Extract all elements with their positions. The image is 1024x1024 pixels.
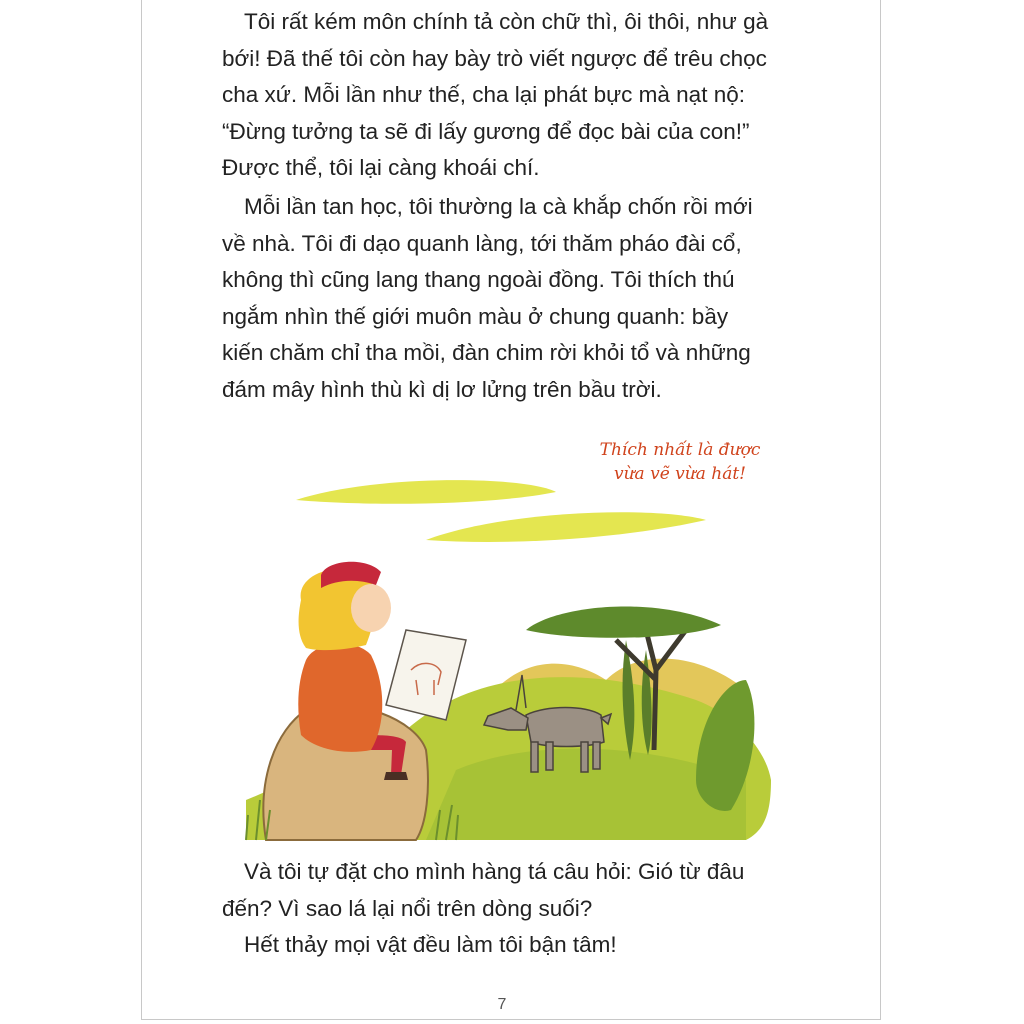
illustration-caption: [560, 438, 800, 486]
child-shirt: [298, 644, 382, 752]
paragraph-2: [222, 189, 822, 408]
text-line: Được thể, tôi lại càng khoái chí.: [222, 155, 540, 180]
text-line: đến? Vì sao lá lại nổi trên dòng suối?: [222, 895, 593, 921]
text-line: về nhà. Tôi đi dạo quanh làng, tới thăm pháo đài cổ,: [222, 230, 742, 256]
text-line: không thì cũng lang thang ngoài đồng. Tôi thích thú: [222, 267, 735, 292]
text-line: Mỗi lần tan học, tôi thường la cà khắp chốn rồi mới: [244, 194, 753, 219]
child-face: [351, 584, 391, 632]
child-shoe: [384, 772, 408, 780]
paragraph-1: [222, 4, 822, 187]
text-line: Hết thảy mọi vật đều làm tôi bận tâm!: [244, 932, 617, 957]
text-line: bới! Đã thế tôi còn hay bày trò viết ngược để trêu chọc: [222, 45, 767, 71]
text-line: Và tôi tự đặt cho mình hàng tá câu hỏi: Gió từ đâu: [244, 859, 745, 884]
acacia-canopy: [526, 606, 721, 637]
illustration-child-drawing-goat: [226, 480, 786, 850]
text-line: cha xứ. Mỗi lần như thế, cha lại phát bực mà nạt nộ:: [222, 82, 745, 107]
text-line: “Đừng tưởng ta sẽ đi lấy gương để đọc bài của con!”: [222, 118, 750, 144]
text-line: kiến chăm chỉ tha mồi, đàn chim rời khỏi tổ và những: [222, 340, 751, 365]
page-number: 7: [497, 996, 507, 1013]
caption-line: vừa vẽ vừa hát!: [614, 464, 746, 484]
caption-line: Thích nhất là được: [599, 440, 761, 460]
cloud-shape: [426, 512, 706, 542]
text-line: đám mây hình thù kì dị lơ lửng trên bầu trời.: [222, 376, 662, 402]
paragraph-3: [222, 854, 822, 964]
text-line: Tôi rất kém môn chính tả còn chữ thì, ôi thôi, như gà: [244, 9, 769, 34]
cloud-shape: [296, 480, 556, 504]
text-line: ngắm nhìn thế giới muôn màu ở chung quanh: bầy: [222, 303, 729, 329]
